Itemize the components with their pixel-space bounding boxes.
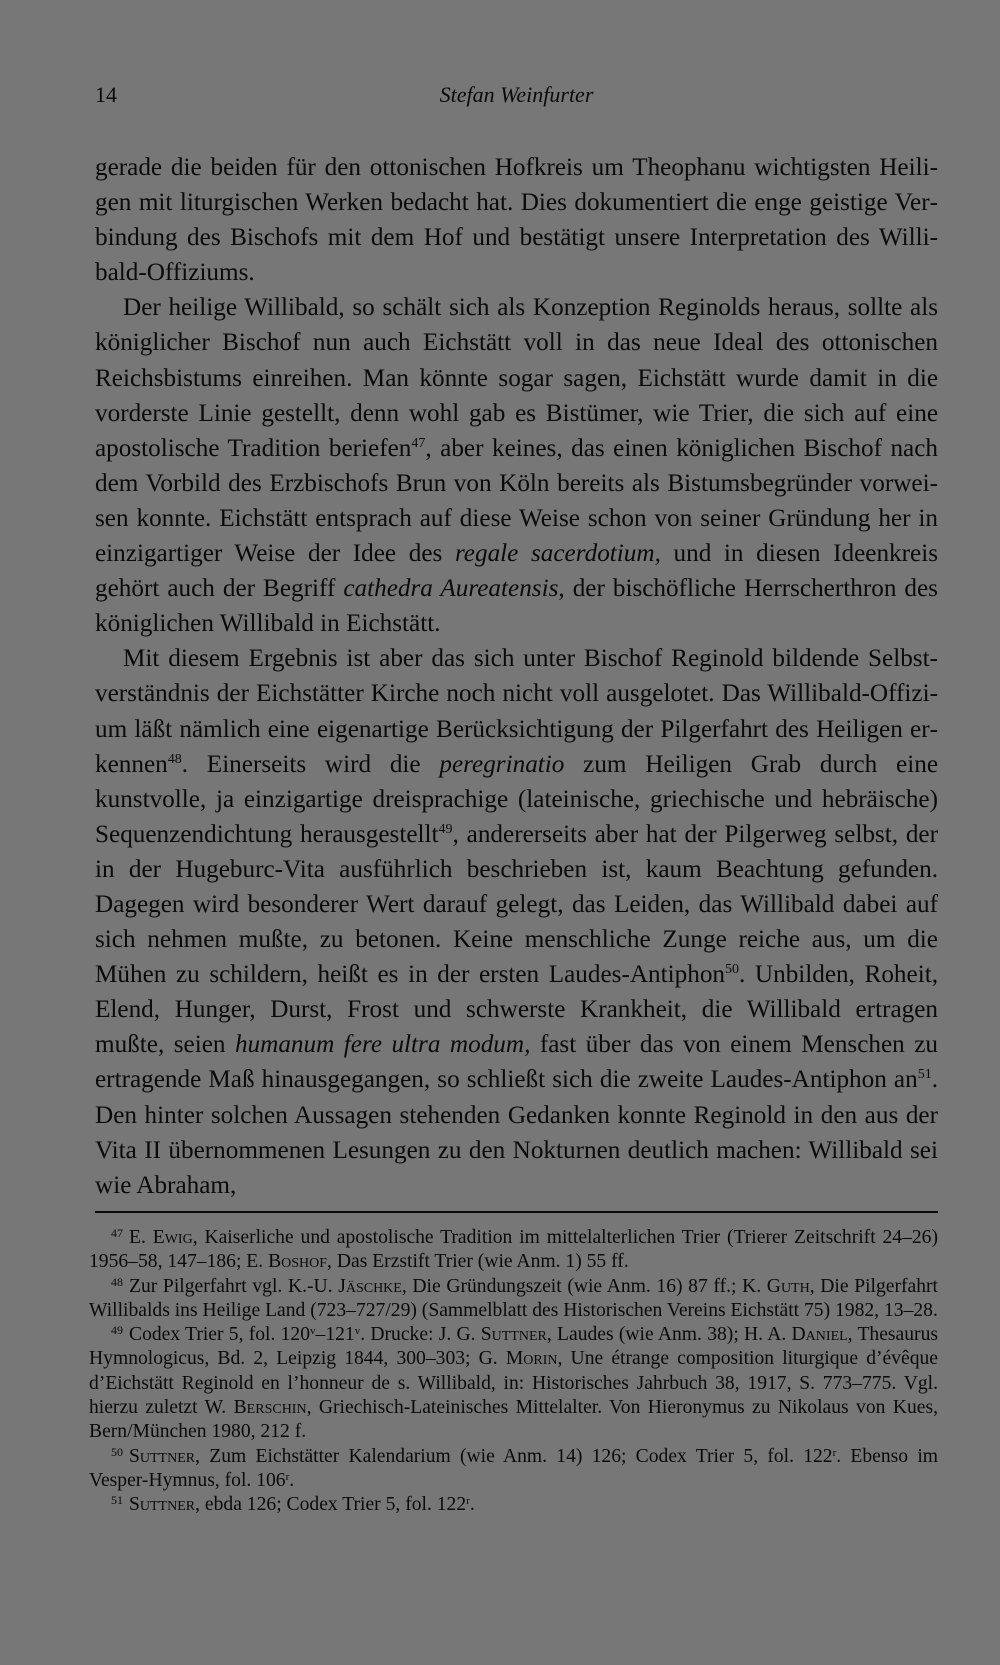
footnote-ref-50: 50 [725,962,740,978]
footnote-ref-49: 49 [438,821,453,837]
text-run: fast über das von einem Menschen zu ertragende Maß hinausgegangen, so schließt sich die zweite Laudes-Antiphon an [95,1031,939,1094]
author-name: Suttner [480,1324,547,1346]
paragraph-3 [95,641,938,1203]
footnote-51 [89,1493,938,1517]
footnote-48 [89,1275,938,1324]
italic-term: peregrinatio [439,750,565,778]
text-run: der bischöfliche Herrscherthron des königlichen Willibald in Eichstätt. [95,575,938,638]
footnotes [89,1226,938,1518]
text-run: , Laudes (wie Anm. 38); H. A. [546,1324,792,1346]
text-run: Zur Pilgerfahrt vgl. K.-U. [129,1275,339,1297]
text-run: –121 [315,1324,355,1346]
footnote-ref-47: 47 [411,435,426,451]
page-number: 14 [95,82,117,107]
author-name: Morin [505,1348,558,1370]
text-run: , Die Gründungszeit (wie Anm. 16) 87 ff.; K. [401,1275,767,1297]
author-name: Jäschke [338,1275,402,1297]
folio-side: r [285,1470,290,1483]
page-header [95,82,938,122]
footnote-number: 50 [111,1444,123,1459]
author-name: Ewig [152,1227,193,1248]
author-name: Berschin [233,1397,307,1419]
author-name: Boshof [268,1251,328,1273]
text-run: und in diesen Ideenkreis gehört auch der Begriff [95,540,938,603]
text-run: . Den hinter solchen Aussagen stehenden Gedanken konnte Reginold in den aus der Vita II übernommenen Lesungen zu den Nokturnen deutlich machen: Willibald sei wie Abraham, [95,1066,938,1199]
text-run: . Unbilden, Roheit, Elend, Hunger, Durst, Frost und schwerste Krankheit, die Willibald ertragen mußte, seien [95,961,938,1059]
text-run: , andererseits aber hat der Pilgerweg selbst, der in der Hugeburc-Vita ausführlich beschrieben ist, kaum Beachtung gefunden. Dagegen wird besonderer Wert darauf gelegt, das Leiden, das Willibald dabei auf sich nehmen mußte, zu betonen. Keine menschliche Zunge reiche aus, um die Mühen zu schildern, heißt es in der ersten Laudes-Antiphon [95,820,939,989]
footnote-number: 49 [111,1323,123,1338]
text-run: zum Heiligen Grab durch eine kunstvolle, ja einzigartige dreisprachige (lateinische, griechische und hebräische) Sequenzendichtung herausgestellt [95,750,938,848]
text-run: Mit diesem Ergebnis ist aber das sich unter Bischof Reginold bildende Selbstverständnis der Eichstätter Kirche noch nicht voll ausgelotet. Das Willibald-Offizium läßt nämlich eine eigenartige Berücksichtigung der Pilgerfahrt des Heiligen erkennen [95,645,938,778]
text-run: , Thesaurus Hymnologicus, Bd. 2, Leipzig 1844, 300–303; G. [89,1324,938,1370]
text-run: , Griechisch-Lateinisches Mittelalter. Von Hieronymus zu Nikolaus von Kues, Bern/München 1980, 212 f. [89,1397,939,1443]
paragraph-1: gerade die beiden für den ottonischen Hofkreis um Theophanu wichtigsten Heiligen mit liturgischen Werken bedacht hat. Dies dokumentiert die enge geistige Verbindung des Bischofs mit dem Hof und bestätigt unsere Interpretation des Willibald-Offiziums. [95,154,938,287]
text-run: , Zum Eichstätter Kalendarium (wie Anm. 14) 126; Codex Trier 5, fol. 122 [195,1445,833,1467]
text-run: , ebda 126; Codex Trier 5, fol. 122 [195,1494,467,1516]
text-run: . Ebenso im Vesper-Hymnus, fol. 106 [89,1445,938,1491]
text-run: , aber keines, das einen königlichen Bischof nach dem Vorbild des Erzbischofs Brun von Köln bereits als Bistumsbegründer vorweisen konnte. Eichstätt entsprach auf diese Weise schon von seiner Gründung her in einzigartiger Weise der Idee des [95,434,938,568]
author-name: Suttner [129,1494,196,1516]
author-name: Guth [766,1275,810,1297]
italic-term: humanum fere ultra modum, [234,1031,531,1059]
text-run: Codex Trier 5, fol. 120 [129,1324,311,1346]
folio-side: r [466,1495,470,1508]
folio-side: v [310,1325,316,1338]
italic-term: regale sacerdotium, [454,540,661,568]
italic-term: cathedra Aureatensis, [343,575,565,603]
text-run: , Kaiserliche und apostolische Tradition im mittelalterlichen Trier (Trierer Zeitschrift 24–26) 1956–58, 147–186; E. [89,1227,939,1273]
footnote-separator [95,1211,938,1213]
text-run: . Einerseits wird die [181,750,440,778]
author-name: Suttner [129,1445,196,1467]
footnote-number: 48 [111,1274,123,1289]
footnote-ref-51: 51 [917,1067,932,1083]
paragraph-2 [95,290,938,641]
folio-side: v [354,1325,361,1338]
footnote-number: 51 [111,1493,123,1508]
text-run: . Drucke: J. G. [360,1324,481,1346]
footnote-49 [89,1323,938,1444]
text-run: E. [129,1227,153,1248]
text-run: , Die Pilgerfahrt Willibalds ins Heilige Land (723–727/29) (Sammelblatt des Historischen Vereins Eichstätt 75) 1982, 13–28. [89,1275,938,1321]
text-run: . [469,1494,475,1516]
text-run: . [289,1469,295,1491]
footnote-50 [89,1445,938,1494]
text-run: , Das Erzstift Trier (wie Anm. 1) 55 ff. [327,1251,629,1273]
text-run: Der heilige Willibald, so schält sich als Konzeption Reginolds heraus, sollte als königlicher Bischof nun auch Eichstätt voll in das neue Ideal des ottonischen Reichsbistums einreihen. Man könnte sogar sagen, Eichstätt wurde damit in die vorderste Linie gestellt, denn wohl gab es Bistümer, wie Trier, die sich auf eine apostolische Tradition beriefen [95,294,938,462]
text-run: , Une étrange composition liturgique d’évêque d’Eichstätt Reginold en l’honneur de s. Willibald, in: Historisches Jahrbuch 38, 1917, S. 773–775. Vgl. hierzu zuletzt W. [89,1348,938,1419]
footnote-number: 47 [111,1226,123,1240]
footnote-ref-48: 48 [167,751,182,767]
running-title: Stefan Weinfurter [439,82,594,107]
footnote-47 [89,1226,938,1275]
author-name: Daniel [791,1324,848,1346]
main-text [95,150,938,1203]
folio-side: r [832,1446,837,1459]
